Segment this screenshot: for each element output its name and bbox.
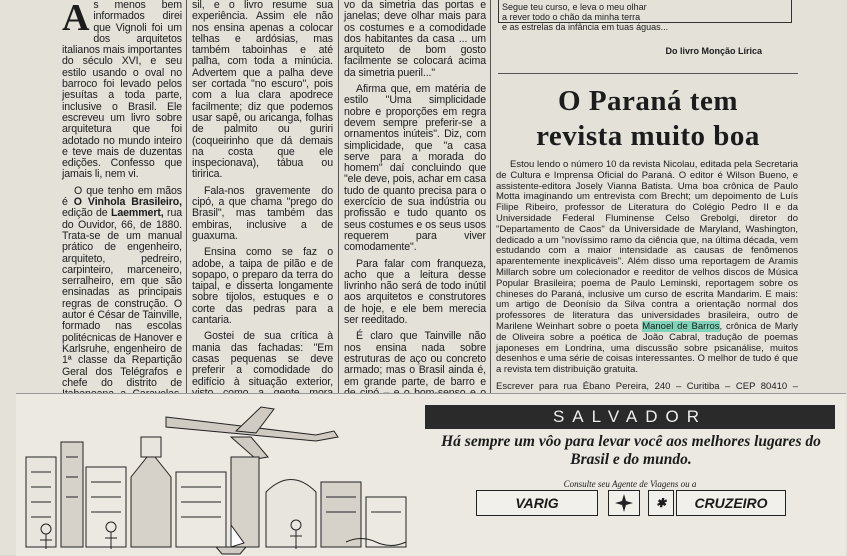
col2-paragraph-3: Ensina como se faz o adobe, a taipa de pilão e de sopapo, o preparo da terra do taipal, e disserta longamente sobre tijolos, estuques e o corte das pedras para a cantaria. <box>192 246 333 327</box>
poem-line: Segue teu curso, e leva o meu olhar <box>502 2 647 12</box>
poem-line: a rever todo o chão da minha terra <box>502 12 641 22</box>
drop-cap: A <box>62 0 90 39</box>
col3-paragraph-1: vo da simetria das portas e janelas; deve olhar mais para os costumes e a comodidade dos habitantes da casa ... um arquiteto de bom gosto facilmente se colocará acima da simetria pueril..." <box>344 0 486 79</box>
column-divider <box>490 0 491 394</box>
highlighted-text: Manoel de Barros <box>642 320 720 332</box>
column-divider <box>186 0 187 394</box>
ad-slogan: Há sempre um vôo para levar você aos melhores lugares do Brasil e do mundo. <box>441 433 821 468</box>
article-address: Escrever para rua Ébano Pereira, 240 – Curitiba – CEP 80410 – <box>496 380 798 392</box>
headline-line-1: O Paraná tem <box>558 85 738 117</box>
varig-label: VARIG <box>515 495 559 511</box>
column-2 <box>192 0 333 444</box>
col2-paragraph-1: sil, e o livro resume sua experiência. Assim ele não nos ensina apenas a colocar telhas e ardósias, mas também taboinhas e até palha, com toda a minúcia. Advertem que a palha deve ser cortada "no escuro", pois com a lua clara apodrece facilmente; diz que podemos usar sapê, ou aricanga, folhas de palmito ou guriri (coqueirinho que dá demais na costa que ele inspecionava), tábua ou tiririca. <box>192 0 333 181</box>
col3-paragraph-2: Afirma que, em matéria de estilo "Uma simplicidade nobre e proporções em regra devem sempre preferir-se a ornamentos inúteis". Diz, com simplicidade, que "a casa serve para a morada do homem" daí concluindo que "ele deve, pois, achar em casa tudo de quanto precisa para o exercício de sua indústria ou profissão e tudo quanto os seus costumes e os seus usos requerem para viver comodamente". <box>344 83 486 254</box>
article-body <box>496 160 798 404</box>
article-text: , crônica de Marly de Oliveira sobre a poética de João Cabral, tradução de poemas japoneses em Londrina, uma discussão sobre psicanálise, muitos desenhos e uma série de coisas interessantes. O melhor de tudo é que a revista tem distribuição gratuita. <box>496 320 799 376</box>
section-divider <box>498 73 798 74</box>
col3-paragraph-4: É claro que Tainville não nos ensina nada sobre estruturas de aço ou concreto armado; mas o Brasil ainda é, em grande parte, de barro e <box>344 330 486 388</box>
col1-p2-mid: edição de <box>62 207 108 220</box>
column-3 <box>344 0 486 422</box>
col1-paragraph-1: s menos bem informados direi que Vignoli foi um dos arquitetos italianos mais importantes do século XVI, e seu estilo usando o oval no barroco foi levado pelos jesuítas a toda parte, inclusive o Brasil. Ele escreveu um livro sobre arquitetura que foi adotado no mundo inteiro e teve mais de duzentas edições. Confesso que jamais li, nem vi. <box>62 0 182 181</box>
col2-paragraph-4: Gostei de sua crítica à mania das fachadas: "Em casas pequenas se deve preferir a comodidade do edifício à situação exterior, <box>192 330 333 388</box>
airline-logos <box>476 490 786 516</box>
col1-p2-rest: rua do Ouvidor, 66, de 1880. Trata-se de um manual prático de engenheiro, arquiteto, pedreiro, carpinteiro, marceneiro, serralheiro, em que são ensinadas as principais regras de construção. O autor é César de Tainville, formado nas escolas politécnicas de Hanover e Karlsruhe, engenheiro de 1ª classe da Repartição Geral dos Telégrafos e chefe do distrito de <box>62 207 183 389</box>
ad-consult-line: Consulte seu Agente de Viagens ou a <box>563 479 697 489</box>
col2-paragraph-2: Fala-nos gravemente do cipó, a que chama "prego do Brasil", mas também das embiras, inclusive a de guaxuma. <box>192 184 333 242</box>
article-text: Estou lendo o número 10 da revista Nicolau, editada pela Secretaria de Cultura e Imprensa Oficial do Paraná. O editor é Wilson Bueno, e assistente-editora Josely Vianna Batista. Uma boa crônica de Paulo Motta imaginando um entrevista com Brecht; um depoimento de Luís Filipe Ribeiro, professor de Literatura do Colégio Pedro II e da Universidade Federal Fluminense Celso Grebolgi, diretor do "Departamento de Caos" da Universidade de Maryland, Washington, dedicado a um "novíssimo ramo da ciência que, na última década, vem estudando com a maior intensidade as causas de fenômenos aparentemente inexplicáveis". Além disso uma reportagem de Aramis Millarch sobre um colecionador e reeditor de velhos discos de Música Popular Brasileira; poema de Paulo Leminski, reportagem sobre os chineses do Paraná, inclusive um curso de escrita Mandarim. E mais: um artigo de Deonísio da Silva contra a orientação normal dos professores de literatura das universidades brasileira, outro de Marilene Weinhart sobre o poeta <box>496 159 798 332</box>
col3-paragraph-3: Para falar com franqueza, acho que a leitura desse livrinho não será de todo inútil aos arquitetos e construtores de hoje, e ele bem merecia ser reeditado. <box>344 257 486 327</box>
poem-source: Do livro Monção Lírica <box>665 46 762 56</box>
poem-quote-box <box>492 0 792 68</box>
varig-logo <box>476 490 598 516</box>
book-title: O Vinhola Brasileiro, <box>73 196 182 209</box>
poem-line: e as estrelas da infância em tuas águas... <box>502 22 669 32</box>
headline-line-2: revista muito boa <box>536 120 760 152</box>
ad-city-banner: SALVADOR <box>425 405 835 429</box>
col1-p2-lead: O que tenho em mãos é <box>62 184 182 209</box>
publisher-name: Laemmert, <box>110 207 164 220</box>
cruzeiro-label: CRUZEIRO <box>694 495 768 511</box>
cruzeiro-logo <box>676 490 786 516</box>
salvador-illustration <box>16 397 416 555</box>
column-divider <box>338 0 339 394</box>
article-headline <box>498 84 798 154</box>
cruzeiro-star-icon: ✱ <box>648 490 674 516</box>
compass-star-icon <box>608 490 640 516</box>
